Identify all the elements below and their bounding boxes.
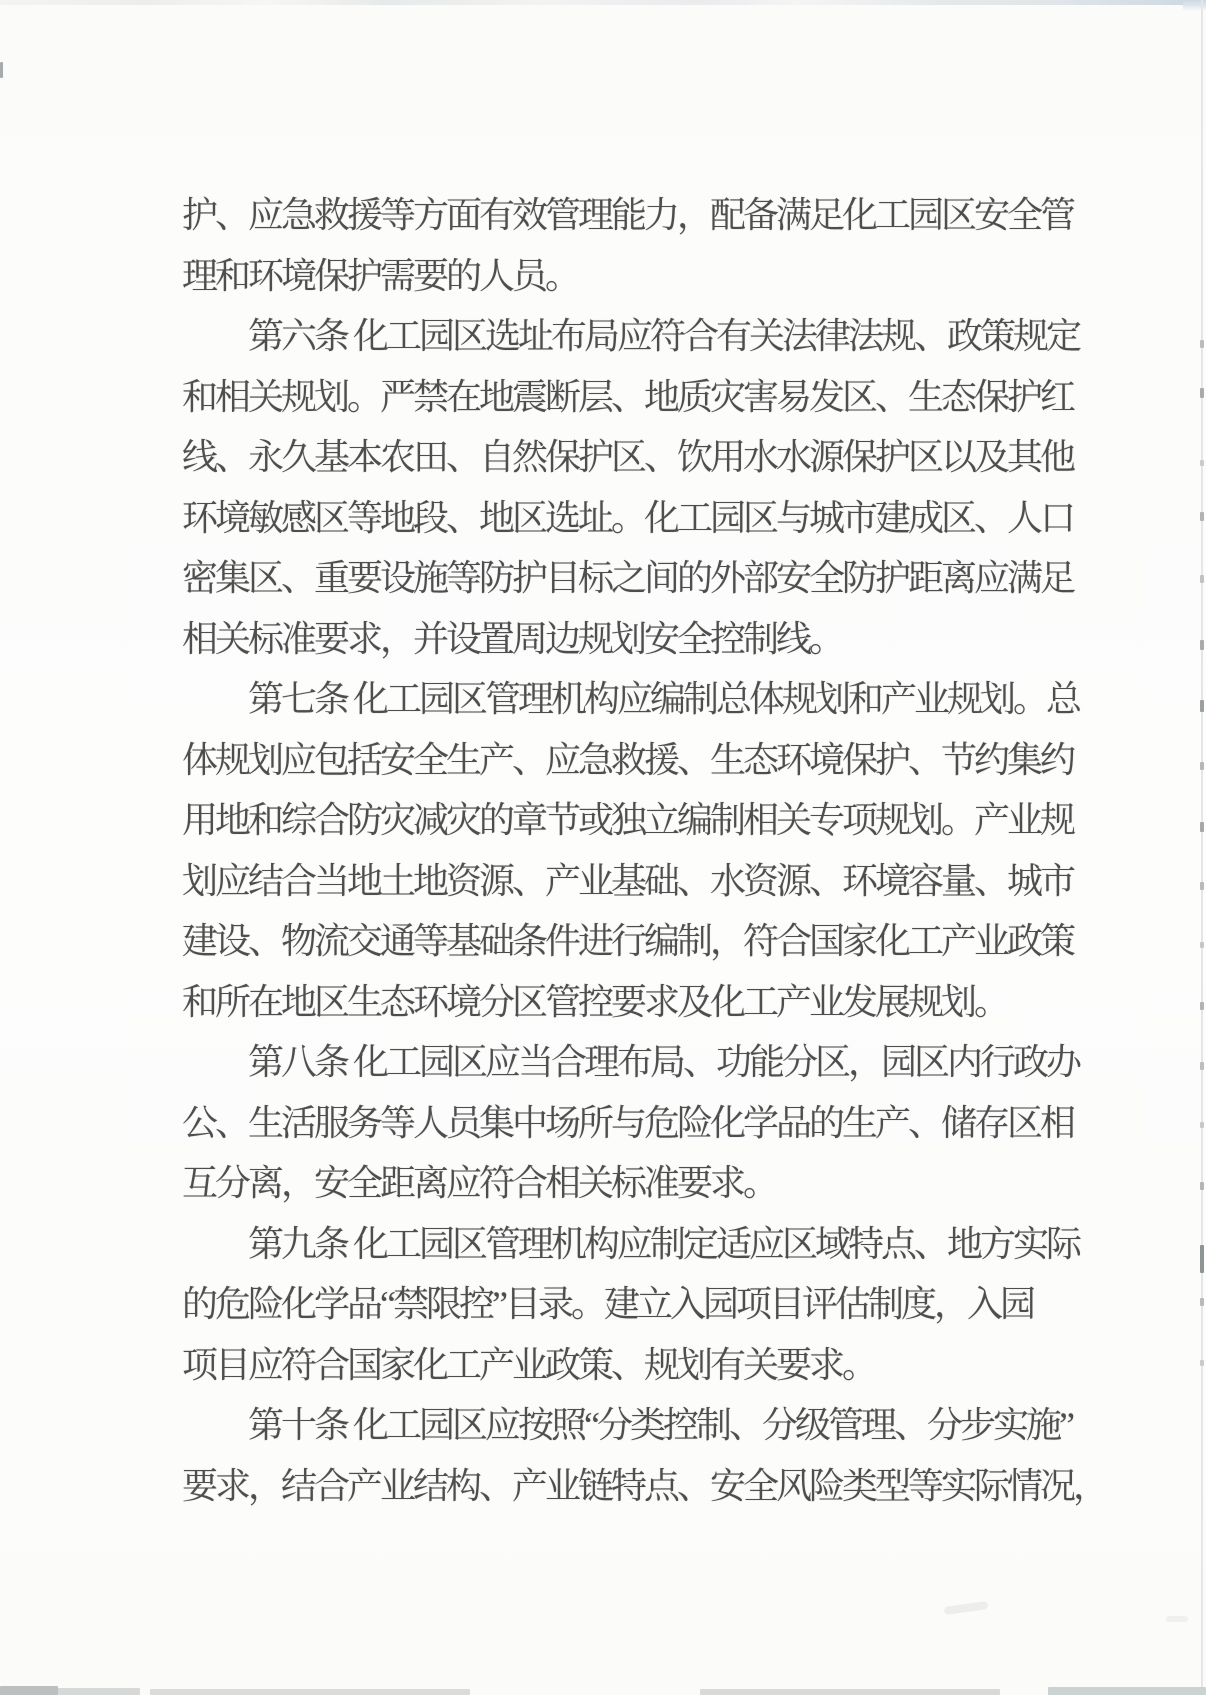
scan-artifact-top-edge [0, 0, 1206, 5]
text-line: 划应结合当地土地资源、产业基础、水资源、环境容量、城市 [182, 860, 1074, 901]
scan-artifact-edge-dash [1200, 1360, 1204, 1366]
scan-artifact-edge-dash [1200, 822, 1204, 832]
scan-artifact-edge-dash [1200, 762, 1204, 770]
scan-artifact-edge-dash [1200, 1182, 1204, 1190]
scan-artifact-edge-dash [1200, 1298, 1204, 1306]
scan-artifact-edge-dash [1200, 882, 1204, 890]
text-line: 要求，结合产业结构、产业链特点、安全风险类型等实际情况， [182, 1465, 1107, 1506]
text-line-article-10: 第十条 化工园区应按照“分类控制、分级管理、分步实施” [182, 1405, 1072, 1445]
scan-artifact-edge-dash [1200, 340, 1204, 348]
text-line-article-6: 第六条 化工园区选址布局应符合有关法律法规、政策规定 [182, 316, 1080, 356]
text-line: 体规划应包括安全生产、应急救援、生态环境保护、节约集约 [182, 739, 1074, 780]
scan-artifact-edge-dash [1200, 512, 1204, 521]
scan-artifact-bottom-edge [0, 1686, 58, 1695]
scan-artifact-edge-dash [1200, 942, 1204, 948]
scan-artifact-edge-dash [1200, 1002, 1204, 1010]
scan-artifact-right-edge-line [1201, 0, 1203, 1695]
scan-artifact-edge-dash [1200, 640, 1204, 650]
text-line: 和相关规划。严禁在地震断层、地质灾害易发区、生态保护红 [182, 376, 1074, 417]
text-line: 环境敏感区等地段、地区选址。化工园区与城市建成区、人口 [182, 497, 1074, 538]
scan-artifact-edge-dash [1200, 1245, 1204, 1273]
text-line-article-8: 第八条 化工园区应当合理布局、功能分区，园区内行政办 [182, 1042, 1080, 1082]
text-line-article-7: 第七条 化工园区管理机构应编制总体规划和产业规划。总 [182, 679, 1080, 719]
text-line: 互分离，安全距离应符合相关标准要求。 [182, 1163, 777, 1203]
scan-artifact-smudge [944, 1601, 989, 1615]
scan-artifact-edge-dash [1200, 1062, 1204, 1070]
scan-artifact-edge-dash [1200, 575, 1204, 583]
text-line: 项目应符合国家化工产业政策、规划有关要求。 [182, 1344, 876, 1385]
scan-artifact-bottom-edge [150, 1689, 470, 1695]
scan-artifact-edge-dash [1200, 460, 1204, 466]
scan-artifact-edge-dash [1200, 700, 1204, 712]
scan-artifact-edge-dash [1200, 1122, 1204, 1128]
scan-artifact-edge-dash [1200, 388, 1204, 398]
text-line: 理和环境保护需要的人员。 [182, 255, 579, 296]
text-line: 建设、物流交通等基础条件进行编制，符合国家化工产业政策 [182, 921, 1074, 961]
scan-artifact-bottom-edge [700, 1689, 1000, 1695]
text-line: 相关标准要求，并设置周边规划安全控制线。 [182, 618, 843, 659]
text-line: 线、永久基本农田、自然保护区、饮用水水源保护区以及其他 [182, 437, 1074, 477]
scan-artifact-left-edge-dash [0, 62, 3, 78]
text-line: 和所在地区生态环境分区管控要求及化工产业发展规划。 [182, 981, 1008, 1022]
document-text-column [182, 185, 1122, 1516]
scan-artifact-bottom-edge [1048, 1687, 1206, 1695]
text-line: 密集区、重要设施等防护目标之间的外部安全防护距离应满足 [182, 558, 1074, 598]
text-line: 的危险化学品“禁限控”目录。建立入园项目评估制度，入园 [182, 1284, 1033, 1324]
text-line-article-9: 第九条 化工园区管理机构应制定适应区域特点、地方实际 [182, 1223, 1080, 1264]
scan-artifact-smudge [1166, 1616, 1188, 1622]
text-line: 公、生活服务等人员集中场所与危险化学品的生产、储存区相 [182, 1102, 1074, 1143]
text-line: 用地和综合防灾减灾的章节或独立编制相关专项规划。产业规 [182, 800, 1074, 840]
text-line: 护、应急救援等方面有效管理能力，配备满足化工园区安全管 [182, 195, 1074, 235]
